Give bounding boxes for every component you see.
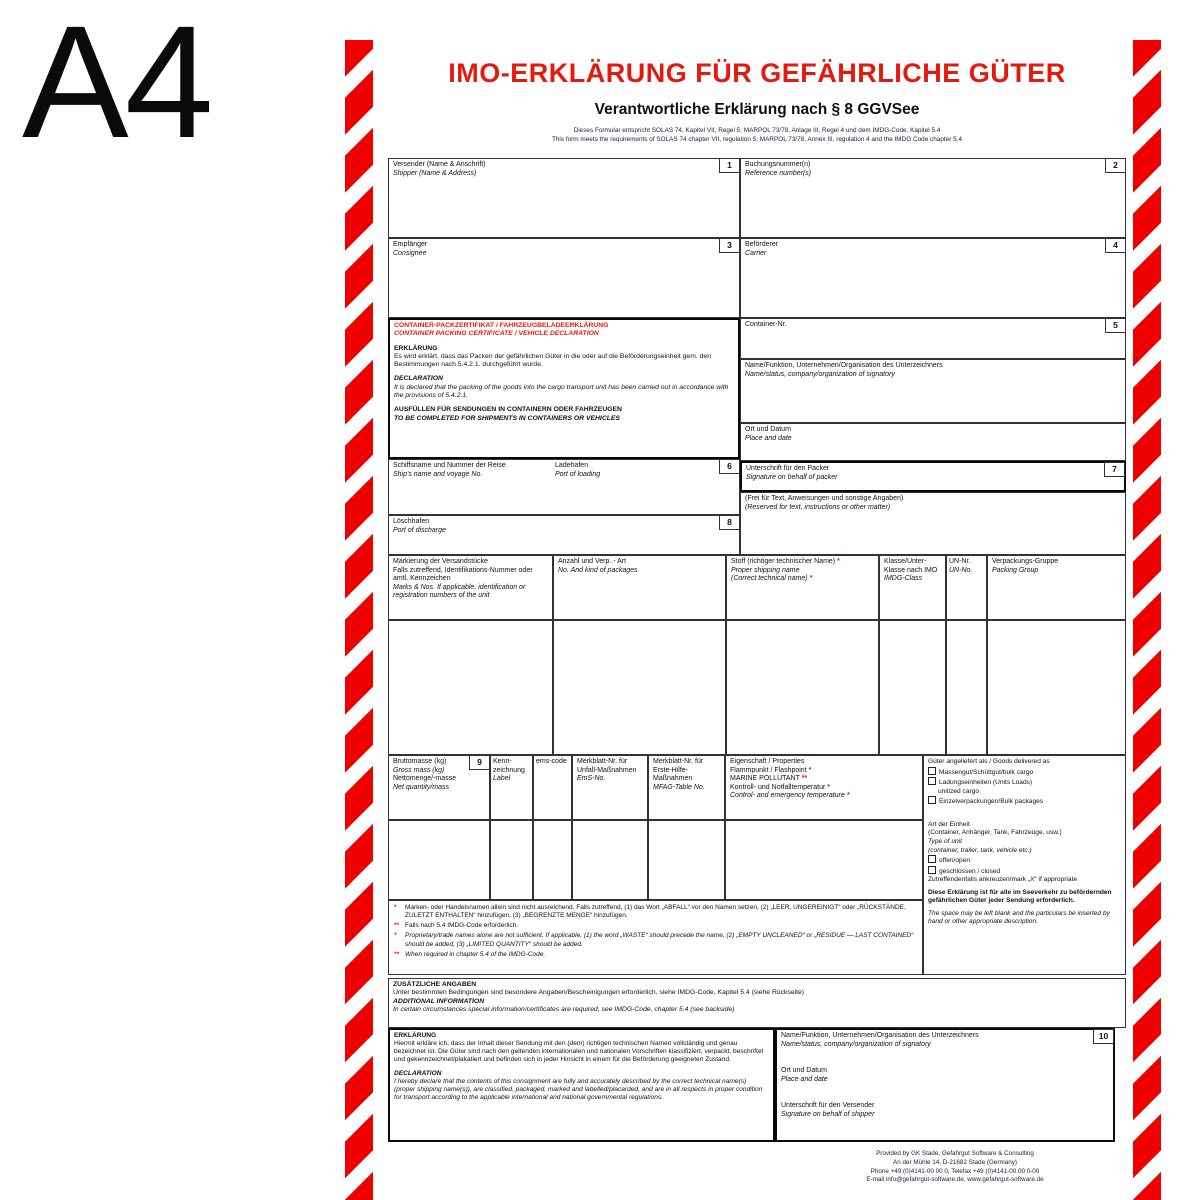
asterisk: ** xyxy=(394,950,400,958)
imprint-line: Provided by GK Stade, Gefahrgut Software & Consulting xyxy=(876,1150,1034,1157)
asterisk: * xyxy=(394,904,397,911)
field-reference xyxy=(740,158,1126,238)
table-body-cell xyxy=(388,620,553,755)
field-container-no xyxy=(740,318,1126,359)
field-label-en: Ship's name and voyage No. xyxy=(393,470,483,478)
place-date-label-de: Ort und Datum xyxy=(745,426,791,433)
col-label-en: Marks & Nos. If applicable, identification or registration numbers of the unit xyxy=(393,583,526,600)
col-label-de: Stoff (richtiger technischer Name) xyxy=(731,558,836,565)
col-label-en: No. And kind of packages xyxy=(558,566,638,574)
field-label-en: Signature on behalf of packer xyxy=(746,473,838,481)
properties-line: Eigenschaft / Properties xyxy=(730,758,805,765)
asterisk: * xyxy=(394,932,397,940)
col-label-de: Markierung der Versandstücke xyxy=(393,558,488,565)
footnote-text: When required in chapter 5.4 of the IMDG-Code. xyxy=(405,950,546,958)
field-number: 3 xyxy=(719,238,740,253)
certificate-declaration-head-en: DECLARATION xyxy=(394,375,443,383)
field-consignee xyxy=(388,238,740,318)
certificate-title-de: CONTAINER-PACKZERTIFIKAT / FAHRZEUGBELADEERKLÄRUNG xyxy=(394,322,609,329)
field-shipper xyxy=(388,158,740,238)
free-text-label-en: (Reserved for text, instructions or other matter) xyxy=(745,503,891,511)
option-label: unitized cargo xyxy=(938,787,980,795)
shipper-declaration-box xyxy=(388,1028,775,1142)
declaration-head-en: DECLARATION xyxy=(394,1070,442,1078)
table-body-cell xyxy=(726,620,879,755)
table-body-cell xyxy=(533,820,572,900)
table-body-cell xyxy=(987,620,1126,755)
port-of-loading-label-en: Port of loading xyxy=(555,470,601,478)
table-body-cell xyxy=(648,820,725,900)
asterisk: * xyxy=(808,766,812,774)
paper-size-label: A4 xyxy=(22,0,210,171)
field-label-de: Beförderer xyxy=(745,241,779,248)
footnote-text: Marken- oder Handelsnamen allein sind nicht ausreichend. Falls zutreffend, (1) das Wort „ABFALL“ vor den Namen setzen, (2) „LEER, UNGEREINIGT“ oder „RÜCKSTÄNDE, ZULETZT ENTHALTEN“ hinzufügen, (3) „BEGRENZTE MENGE“ hinzufügen. xyxy=(405,904,906,920)
imprint-line: An der Mühle 14, D-21682 Stade (Germany) xyxy=(893,1158,1017,1166)
col-label-de: Merkblatt-Nr. für Erste-Hilfe-Maßnahmen xyxy=(653,758,704,783)
properties-line: Control- and emergency temperature xyxy=(730,792,845,800)
field-number: 2 xyxy=(1105,158,1126,173)
col-label-glyph xyxy=(490,755,533,820)
table-body-cell xyxy=(946,620,987,755)
field-label-en: Consignee xyxy=(393,249,427,257)
col-label-en: Gross mass (kg) xyxy=(393,766,445,774)
goods-delivered-as-box xyxy=(923,755,1126,975)
col-label-de2: Falls zutreffend, Identifikations-Nummer oder amtl. Kennzeichen xyxy=(393,566,533,583)
signatory-label-en: Name/status, company/organization of signatory xyxy=(745,370,895,378)
checkbox-bulk-packages xyxy=(928,796,936,804)
asterisk: ** xyxy=(394,922,400,930)
field-label-de: Löschhafen xyxy=(393,518,430,525)
col-label-en: EmS-No. xyxy=(577,775,606,783)
col-label-de: ems-code xyxy=(536,758,567,765)
asterisk: * xyxy=(846,792,850,800)
field-label-de: Buchungsnummer(n) xyxy=(745,161,811,168)
col-label-en2: Net quantity/mass xyxy=(393,783,450,791)
table-body-cell xyxy=(725,820,923,900)
option-label: Einzelverpackungen/Bulk packages xyxy=(939,798,1044,806)
delivered-note-bold: Diese Erklärung ist für alle im Seeverkehr zu befördernden gefährlichen Güter jeder Sendung erforderlich. xyxy=(928,888,1112,905)
field-label-de: Container-Nr. xyxy=(745,321,787,328)
free-text-box xyxy=(740,492,1126,555)
checkbox-open-unit xyxy=(928,855,936,863)
col-label-de: Verpackungs-Gruppe xyxy=(992,558,1059,565)
field-label-de: Unterschrift für den Packer xyxy=(746,465,830,472)
col-imdg-class xyxy=(879,555,946,620)
signatory-label-en: Name/status, company/organization of signatory xyxy=(781,1040,931,1048)
field-label-en: Reference number(s) xyxy=(745,169,812,177)
asterisk: * xyxy=(809,575,813,583)
col-number-kind-packages xyxy=(553,555,726,620)
additional-head-en: ADDITIONAL INFORMATION xyxy=(393,997,485,1005)
option-label: Massengut/Schüttgut/bulk cargo xyxy=(939,768,1034,776)
imprint-line: Phone +49 (0)4141-00 00 0, Telefax +49 (0)4141-00 00 0-00 xyxy=(870,1167,1040,1175)
field-carrier xyxy=(740,238,1126,318)
unit-type-head-de2: (Container, Anhänger, Tank, Fahrzeuge, usw.) xyxy=(928,829,1062,837)
certificate-declaration-head-de: ERKLÄRUNG xyxy=(394,344,438,352)
asterisk: * xyxy=(827,783,831,791)
table-body-cell xyxy=(879,620,946,755)
properties-line: Kontroll- und Notfalltemperatur xyxy=(730,783,826,791)
col-properties xyxy=(725,755,923,820)
place-date-label-en: Place and date xyxy=(745,434,792,442)
field-label-de: Versender (Name & Anschrift) xyxy=(393,161,486,168)
declaration-text-de: Hiermit erkläre ich, dass der Inhalt dieser Sendung mit den (dem) richtigen technischen Namen vollständig und genau bezeichnet ist. Die Güter sind nach den geltenden internationalen und nationalen Vorschriften klassifiziert, verpackt, beschriftet und gekennzeichnet/plakatiert und befinden sich in jeder Hinsicht in einem für die Beförderung geeigneten Zustand. xyxy=(394,1040,764,1064)
packer-signatory-box xyxy=(740,359,1126,423)
table-body-cell xyxy=(490,820,533,900)
col-proper-shipping-name xyxy=(726,555,879,620)
declaration-head-de: ERKLÄRUNG xyxy=(394,1032,437,1039)
field-label-de: Schiffsname und Nummer der Reise xyxy=(393,462,506,469)
footnote-text: Proprietary/trade names alone are not sufficient. If applicable, (1) the word „WASTE“ should precede the name, (2) „EMPTY UNCLEANED“ or „RESIDUE — LAST CONTAINED“ should be added, (3) „LIMITED QUANTITY“ should be added. xyxy=(405,932,914,948)
option-label: Ladungseinheiten (Units Loads) xyxy=(939,779,1033,787)
free-text-label-de: (Frei für Text, Anweisungen und sonstige Angaben) xyxy=(745,495,904,502)
field-number: 5 xyxy=(1105,318,1126,333)
checkbox-bulk-cargo xyxy=(928,767,936,775)
col-mfag-table xyxy=(648,755,725,820)
col-label-en: MFAG-Table No. xyxy=(653,783,705,791)
certificate-complete-note-de: AUSFÜLLEN FÜR SENDUNGEN IN CONTAINERN ODER FAHRZEUGEN xyxy=(394,406,622,414)
packer-place-date-box xyxy=(740,423,1126,461)
option-label: geschlossen / closed xyxy=(939,867,1001,875)
col-label-de: Kenn-zeichnung xyxy=(493,758,525,774)
signatory-label-de: Name/Funktion, Unternehmen/Organisation des Unterzeichners xyxy=(745,362,943,369)
field-label-en: Port of discharge xyxy=(393,526,446,534)
col-label-de: Merkblatt-Nr. für Unfall-Maßnahmen xyxy=(577,758,637,774)
field-label-de: Empfänger xyxy=(393,241,428,248)
delivered-note: The space may be left blank and the particulars be inserted by hand or other appropriate description. xyxy=(928,909,1110,926)
col-label-de2: Nettomenge/-masse xyxy=(393,775,457,783)
col-ems-code xyxy=(533,755,572,820)
table-body-cell xyxy=(553,620,726,755)
col-label-de: Bruttomasse (kg) xyxy=(393,758,447,765)
additional-head-de: ZUSÄTZLICHE ANGABEN xyxy=(393,981,477,988)
asterisk: ** xyxy=(801,775,808,783)
col-label-de: Klasse/Unter-Klasse nach IMO xyxy=(884,558,938,574)
col-gross-mass xyxy=(388,755,490,820)
col-label-en: Proper shipping name xyxy=(731,566,800,574)
additional-text-en: In certain circumstances special information/certificates are required, see IMDG-Code, chapter 5.4 (see backside) xyxy=(393,1005,735,1013)
place-date-label-de: Ort und Datum xyxy=(781,1067,827,1075)
table-body-cell xyxy=(572,820,648,900)
unit-type-head-en: Type of unit xyxy=(928,837,962,845)
shipper-signature-label-en: Signature on behalf of shipper xyxy=(781,1110,875,1118)
col-label-de: Anzahl und Verp. - Art xyxy=(558,558,627,565)
signatory-label-de: Name/Funktion, Unternehmen/Organisation des Unterzeichners xyxy=(781,1032,979,1039)
col-marks-numbers xyxy=(388,555,553,620)
col-label-en: IMDG-Class xyxy=(884,575,923,583)
field-number: 4 xyxy=(1105,238,1126,253)
field-number: 10 xyxy=(1093,1029,1114,1044)
shipper-signature-label-de: Unterschrift für den Versender xyxy=(781,1102,875,1110)
imprint-line: E-mail info@gefahrgut-software.de, www.gefahrgut-software.de xyxy=(866,1176,1044,1184)
packing-certificate-box xyxy=(388,318,740,459)
form-subtitle: Verantwortliche Erklärung nach § 8 GGVSee xyxy=(594,101,920,118)
certificate-title-en: CONTAINER PACKING CERTIFICATE / VEHICLE DECLARATION xyxy=(394,330,599,338)
option-label: offen/open xyxy=(939,857,971,865)
declaration-text-en: I hereby declare that the contents of this consignment are fully and accurately described by the correct technical name(s) (proper shipping name(s)), are classified, packaged, marked and labelled/placarded, and are in all respects in proper condition for transport according to the applicable international and national governmental regulations. xyxy=(394,1078,763,1102)
checkbox-unitized-cargo xyxy=(928,777,936,785)
col-label-en: Label xyxy=(493,775,511,783)
certificate-declaration-en: It is declared that the packing of the goods into the cargo transport unit has been carried out in accordance with the provisions of 5.4.2.1. xyxy=(394,383,729,399)
unit-type-head-de: Art der Einheit xyxy=(928,820,970,828)
properties-line: Flammpunkt / Flashpoint xyxy=(730,766,807,774)
col-label-en: Packing Group xyxy=(992,566,1039,574)
field-number: 1 xyxy=(719,158,740,173)
field-number: 7 xyxy=(1104,462,1125,477)
certificate-declaration-de: Es wird erklärt, dass das Packen der gefährlichen Güter in die oder auf die Beförderungseinheit gem. den Bestimmungen nach 5.4.2.1. durchgeführt wurde. xyxy=(394,352,711,369)
col-packing-group xyxy=(987,555,1126,620)
properties-line: MARINE POLLUTANT xyxy=(730,775,800,783)
port-of-loading-label-de: Ladehafen xyxy=(555,462,589,469)
table-body-cell xyxy=(388,820,490,900)
shipper-signatory-box xyxy=(775,1028,1115,1142)
field-port-of-discharge xyxy=(388,515,740,555)
form-title: IMO-ERKLÄRUNG FÜR GEFÄHRLICHE GÜTER xyxy=(448,58,1066,88)
delivered-head: Güter angeliefert als / Goods delivered as xyxy=(928,758,1050,765)
field-label-en: Shipper (Name & Address) xyxy=(393,169,477,177)
vendor-imprint xyxy=(770,1150,1140,1185)
field-number: 6 xyxy=(719,459,740,474)
additional-text-de: Unter bestimmten Bedingungen sind besondere Angaben/Bescheinigungen erforderlich, siehe IMDG-Code, Kapitel 5.4 (siehe Rückseite) xyxy=(393,989,805,997)
field-number: 9 xyxy=(469,755,490,770)
place-date-label-en: Place and date xyxy=(781,1075,828,1083)
additional-information-box xyxy=(388,978,1126,1028)
field-number: 8 xyxy=(719,515,740,530)
regulation-note-en: This form meets the requirements of SOLAS 74 chapter VII, regulation 5; MARPOL 73/78, Annex III, regulation 4 and the IMDG Code chapter 5.4 xyxy=(551,136,963,143)
checkbox-closed-unit xyxy=(928,866,936,874)
hazard-stripe-left xyxy=(345,40,373,1200)
unit-type-head-en2: (container, trailer, tank, vehicle etc.) xyxy=(928,846,1032,854)
hazard-stripe-right xyxy=(1133,40,1161,1200)
col-label-en: UN-No. xyxy=(949,566,973,574)
footnote-text: Falls nach 5.4 IMDG-Code erforderlich. xyxy=(405,922,519,930)
col-ems-no xyxy=(572,755,648,820)
asterisk: * xyxy=(837,558,840,565)
field-packer-signature xyxy=(740,461,1126,492)
regulation-note-de: Dieses Formular entspricht SOLAS 74, Kapitel VII, Regel 5; MARPOL 73/78, Anlage III, Regel 4 und dem IMDG-Code, Kapitel 5.4 xyxy=(573,127,941,134)
footnotes-box xyxy=(388,900,923,975)
field-label-en: Carrier xyxy=(745,249,767,257)
col-label-en2: (Correct technical name) xyxy=(731,575,808,583)
mark-x-note: Zutreffendenfalls ankreuzen/mark „X“ if appropriate xyxy=(928,876,1078,884)
col-label-de: UN-Nr. xyxy=(949,558,971,565)
certificate-complete-note-en: TO BE COMPLETED FOR SHIPMENTS IN CONTAINERS OR VEHICLES xyxy=(394,414,620,422)
col-un-number xyxy=(946,555,987,620)
field-ship-voyage xyxy=(388,459,740,515)
